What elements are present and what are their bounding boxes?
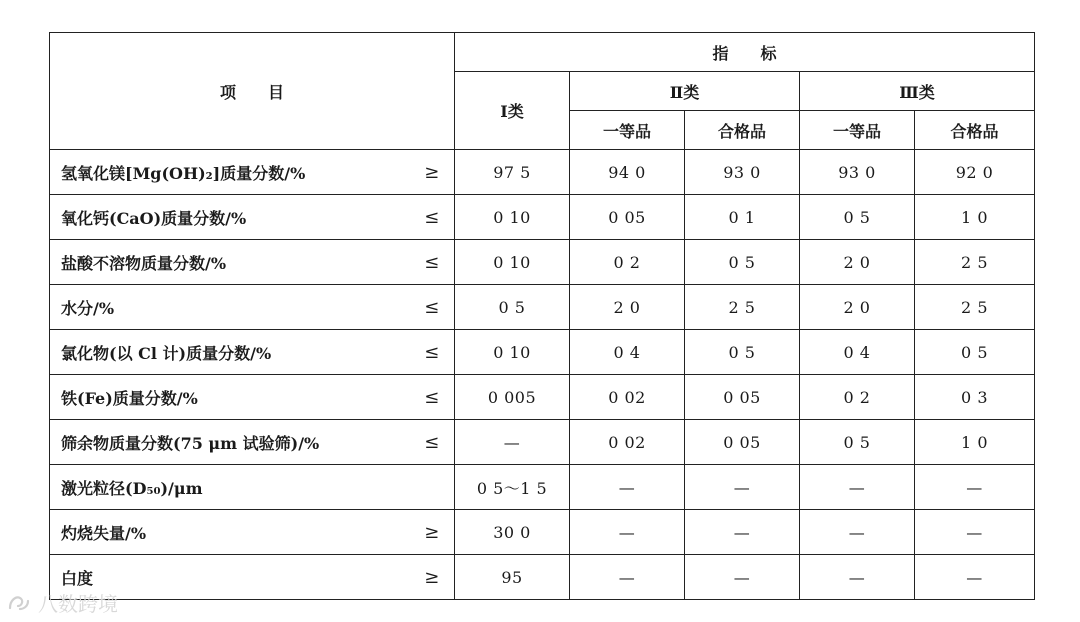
table-row [50, 285, 1035, 330]
row-item-name: 灼烧失量/% [50, 510, 410, 555]
cell-class3-first: 0 5 [800, 420, 915, 465]
row-item-name: 水分/% [50, 285, 410, 330]
watermark-text: 八数跨境 [38, 592, 118, 616]
table-row [50, 420, 1035, 465]
cell-class3-first: — [800, 510, 915, 555]
cell-class3-qualified: 1 0 [915, 420, 1035, 465]
cell-class2-qualified: — [685, 510, 800, 555]
cell-class2-qualified: 2 5 [685, 285, 800, 330]
cell-class2-qualified: 0 1 [685, 195, 800, 240]
cell-class3-qualified: 2 5 [915, 240, 1035, 285]
cell-class3-qualified: 0 5 [915, 330, 1035, 375]
cell-class1: 0 10 [455, 330, 570, 375]
row-operator: ≤ [410, 330, 455, 375]
header-class2-qualified: 合格品 [685, 111, 800, 150]
table-row [50, 195, 1035, 240]
cell-class2-first: 0 2 [570, 240, 685, 285]
cell-class3-qualified: 0 3 [915, 375, 1035, 420]
cell-class2-qualified: — [685, 555, 800, 600]
table-row [50, 330, 1035, 375]
table-row [50, 555, 1035, 600]
cell-class2-first: — [570, 465, 685, 510]
row-operator: ≥ [410, 150, 455, 195]
row-item-name: 铁(Fe)质量分数/% [50, 375, 410, 420]
row-item-name: 氧化钙(CaO)质量分数/% [50, 195, 410, 240]
cell-class2-first: — [570, 555, 685, 600]
row-operator: ≤ [410, 285, 455, 330]
table-row [50, 240, 1035, 285]
header-class3-first: 一等品 [800, 111, 915, 150]
cell-class2-qualified: — [685, 465, 800, 510]
cell-class2-qualified: 0 05 [685, 375, 800, 420]
header-item: 项 目 [50, 33, 455, 150]
cell-class3-qualified: — [915, 510, 1035, 555]
header-class3-qualified: 合格品 [915, 111, 1035, 150]
table-row [50, 375, 1035, 420]
cell-class1: 0 10 [455, 195, 570, 240]
cell-class3-first: 0 5 [800, 195, 915, 240]
cell-class2-qualified: 93 0 [685, 150, 800, 195]
row-operator: ≤ [410, 375, 455, 420]
header-class1: Ⅰ类 [455, 72, 570, 150]
cell-class1: 0 005 [455, 375, 570, 420]
cell-class1: 0 5 [455, 285, 570, 330]
cell-class3-qualified: 1 0 [915, 195, 1035, 240]
header-class2: Ⅱ类 [570, 72, 800, 111]
header-class2-first: 一等品 [570, 111, 685, 150]
cell-class3-first: — [800, 465, 915, 510]
header-row-1 [50, 33, 1035, 72]
table-row [50, 150, 1035, 195]
row-item-name: 筛余物质量分数(75 μm 试验筛)/% [50, 420, 410, 465]
table-row [50, 465, 1035, 510]
cell-class3-qualified: 92 0 [915, 150, 1035, 195]
row-item-name: 氢氧化镁[Mg(OH)₂]质量分数/% [50, 150, 410, 195]
cell-class2-first: — [570, 510, 685, 555]
row-item-name: 激光粒径(D₅₀)/μm [50, 465, 410, 510]
header-class3: Ⅲ类 [800, 72, 1035, 111]
header-index: 指 标 [455, 33, 1035, 72]
table-row [50, 510, 1035, 555]
row-operator: ≥ [410, 510, 455, 555]
cell-class3-first: 0 2 [800, 375, 915, 420]
cell-class1: 97 5 [455, 150, 570, 195]
cell-class3-first: 2 0 [800, 285, 915, 330]
cell-class3-qualified: — [915, 465, 1035, 510]
cell-class3-first: 93 0 [800, 150, 915, 195]
cell-class1: — [455, 420, 570, 465]
watermark-logo-icon [6, 592, 32, 614]
row-operator: ≤ [410, 420, 455, 465]
cell-class2-first: 0 05 [570, 195, 685, 240]
watermark [6, 588, 118, 617]
cell-class2-first: 2 0 [570, 285, 685, 330]
row-operator: ≥ [410, 555, 455, 600]
row-item-name: 白度 [50, 555, 410, 600]
cell-class2-first: 0 4 [570, 330, 685, 375]
spec-table [49, 32, 1035, 600]
row-item-name: 盐酸不溶物质量分数/% [50, 240, 410, 285]
row-operator [410, 465, 455, 510]
cell-class1: 95 [455, 555, 570, 600]
cell-class2-first: 0 02 [570, 420, 685, 465]
cell-class2-first: 0 02 [570, 375, 685, 420]
cell-class3-first: — [800, 555, 915, 600]
cell-class3-first: 0 4 [800, 330, 915, 375]
row-operator: ≤ [410, 195, 455, 240]
row-operator: ≤ [410, 240, 455, 285]
cell-class1: 0 5～1 5 [455, 465, 570, 510]
cell-class3-qualified: 2 5 [915, 285, 1035, 330]
cell-class3-qualified: — [915, 555, 1035, 600]
cell-class2-qualified: 0 5 [685, 240, 800, 285]
cell-class2-first: 94 0 [570, 150, 685, 195]
cell-class2-qualified: 0 05 [685, 420, 800, 465]
cell-class1: 30 0 [455, 510, 570, 555]
row-item-name: 氯化物(以 Cl 计)质量分数/% [50, 330, 410, 375]
spec-table-container [49, 32, 1034, 600]
cell-class1: 0 10 [455, 240, 570, 285]
cell-class2-qualified: 0 5 [685, 330, 800, 375]
cell-class3-first: 2 0 [800, 240, 915, 285]
